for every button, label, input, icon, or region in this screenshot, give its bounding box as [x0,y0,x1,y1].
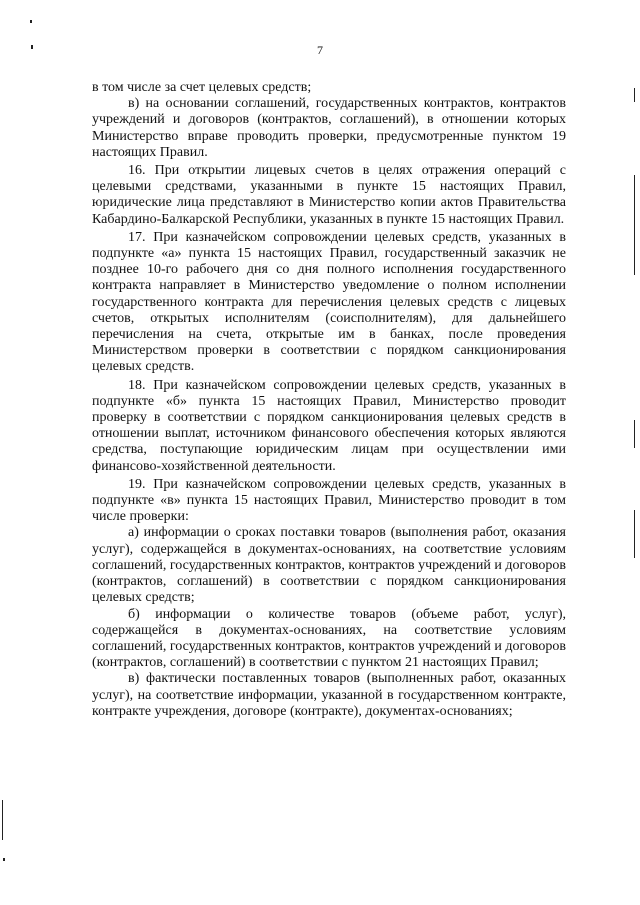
paragraph-15v: в) на основании соглашений, государственных контрактов, контрактов учреждений и договоров (контрактов, соглашений), в отношении которых Министерство вправе проводить проверки, предусмотренные пунктом 19 настоящих Правил. [92,96,566,160]
scan-edge-right-1 [634,88,635,102]
document-body [92,80,566,720]
scan-edge-left-bottom [2,800,3,840]
paragraph-19v: в) фактически поставленных товаров (выполненных работ, оказанных услуг), на соответствие информации, указанной в государственном контракте, контракте учреждения, договоре (контракте), документах-основаниях; [92,671,566,719]
paragraph-17: 17. При казначейском сопровождении целевых средств, указанных в подпункте «а» пункта 15 настоящих Правил, государственный заказчик не позднее 10-го рабочего дня со дня полного исполнения государственного контракта направляет в Министерство уведомление о полном исполнении государственного контракта для перечисления целевых средств с лицевых счетов, открытых исполнителям (соисполнителям), для дальнейшего перечисления на счета, открытые им в банках, после проведения Министерством проверки в соответствии с порядком санкционирования целевых средств. [92,229,566,375]
scan-mark-bottom-left [3,858,5,861]
paragraph-19a: а) информации о сроках поставки товаров (выполнения работ, оказания услуг), содержащейся в документах-основаниях, на соответствие условиям соглашений, государственных контрактов, контрактов учреждений и договоров (контрактов, соглашений) в соответствии с порядком санкционирования целевых средств; [92,525,566,606]
scan-edge-right-4 [634,510,635,558]
paragraph-18: 18. При казначейском сопровождении целевых средств, указанных в подпункте «б» пункта 15 настоящих Правил, Министерство проводит проверку в соответствии с порядком санкционирования целевых средств в отношении выплат, источником финансового обеспечения которых являются средства, поступающие юридическим лицам при осуществлении ими финансово-хозяйственной деятельности. [92,377,566,474]
scan-edge-right-3 [634,420,635,448]
scan-mark-top-left [30,20,32,23]
paragraph-19: 19. При казначейском сопровождении целевых средств, указанных в подпункте «в» пункта 15 настоящих Правил, Министерство проводит в том числе проверки: [92,476,566,525]
scan-edge-right-2 [634,175,635,275]
paragraph-19b: б) информации о количестве товаров (объеме работ, услуг), содержащейся в документах-основаниях, на соответствие условиям соглашений, государственных контрактов, контрактов учреждений и договоров (контрактов, соглашений) в соответствии с пунктом 21 настоящих Правил; [92,606,566,671]
paragraph-16: 16. При открытии лицевых счетов в целях отражения операций с целевыми средствами, указанными в пункте 15 настоящих Правил, юридические лица представляют в Министерство копии актов Правительства Кабардино-Балкарской Республики, указанных в пункте 15 настоящих Правил. [92,163,566,227]
page-number: 7 [317,43,323,57]
paragraph-continuation: в том числе за счет целевых средств; [92,80,312,95]
